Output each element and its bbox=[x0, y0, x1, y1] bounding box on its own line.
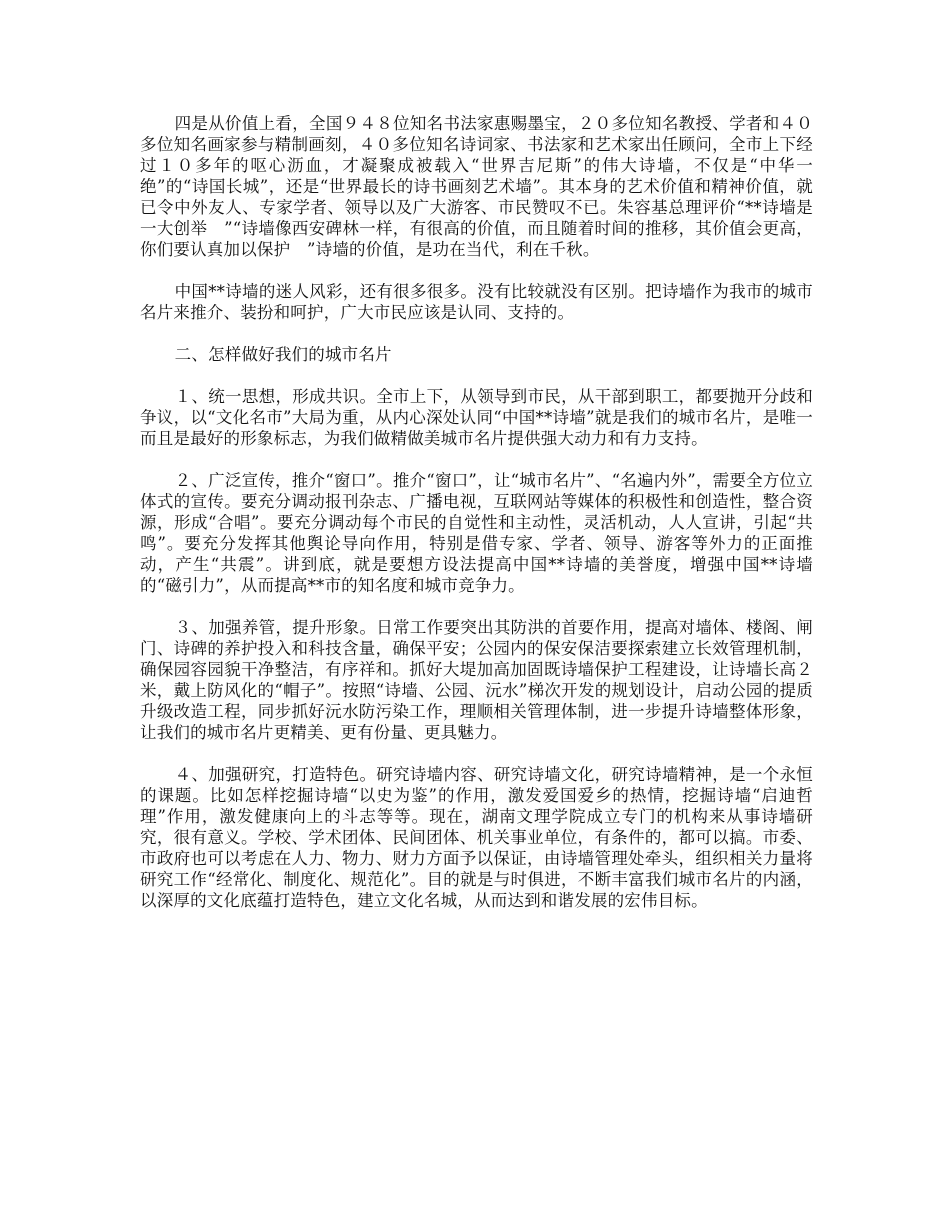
paragraph-point-3: ３、加强养管，提升形象。日常工作要突出其防洪的首要作用，提高对墙体、楼阁、闸门、诗碑的养护投入和科技含量，确保平安；公园内的保安保洁要探索建立长效管理机制，确保园容园貌干净整洁，有序祥和。抓好大堤加高加固既诗墙保护工程建设，让诗墙长高２米，戴上防风化的“帽子”。按照“诗墙、公园、沅水”梯次开发的规划设计，启动公园的提质升级改造工程，同步抓好沅水防污染工作，理顺相关管理体制，进一步提升诗墙整体形象，让我们的城市名片更精美、更有份量、更具魅力。 bbox=[140, 618, 813, 742]
paragraph-value: 四是从价值上看，全国９４８位知名书法家惠赐墨宝，２０多位知名教授、学者和４０多位知名画家参与精制画刻，４０多位知名诗词家、书法家和艺术家出任顾问，全市上下经过１０多年的呕心沥血，才凝聚成被载入“世界吉尼斯”的伟大诗墙，不仅是“中华一绝”的“诗国长城”，还是“世界最长的诗书画刻艺术墙”。其本身的艺术价值和精神价值，就已令中外友人、专家学者、领导以及广大游客、市民赞叹不已。朱容基总理评价“**诗墙是一大创举 ”“诗墙像西安碑林一样，有很高的价值，而且随着时间的推移，其价值会更高，你们要认真加以保护 ”诗墙的价值，是功在当代，利在千秋。 bbox=[140, 114, 813, 259]
section-heading: 二、怎样做好我们的城市名片 bbox=[174, 345, 392, 364]
paragraph-point-2: ２、广泛宣传，推介“窗口”。推介“窗口”，让“城市名片”、“名遍内外”，需要全方位立体式的宣传。要充分调动报刊杂志、广播电视，互联网站等媒体的积极性和创造性，整合资源，形成“合唱”。要充分调动每个市民的自觉性和主动性，灵活机动，人人宣讲，引起“共鸣”。要充分发挥其他舆论导向作用，特别是借专家、学者、领导、游客等外力的正面推动，产生“共震”。讲到底，就是要想方设法提高中国**诗墙的美誉度，增强中国**诗墙的“磁引力”，从而提高**市的知名度和城市竞争力。 bbox=[140, 471, 813, 595]
paragraph-point-4: ４、加强研究，打造特色。研究诗墙内容、研究诗墙文化，研究诗墙精神，是一个永恒的课题。比如怎样挖掘诗墙“以史为鉴”的作用，激发爱国爱乡的热情，挖掘诗墙“启迪哲理”作用，激发健康向上的斗志等等。现在，湖南文理学院成立专门的机构来从事诗墙研究，很有意义。学校、学术团体、民间团体、机关事业单位，有条件的，都可以搞。市委、市政府也可以考虑在人力、物力、财力方面予以保证，由诗墙管理处牵头，组织相关力量将研究工作“经常化、制度化、规范化”。目的就是与时俱进，不断丰富我们城市名片的内涵，以深厚的文化底蕴打造特色，建立文化名城，从而达到和谐发展的宏伟目标。 bbox=[140, 765, 813, 910]
paragraph-city-card: 中国**诗墙的迷人风彩，还有很多很多。没有比较就没有区别。把诗墙作为我市的城市名片来推介、装扮和呵护，广大市民应该是认同、支持的。 bbox=[140, 282, 813, 322]
paragraph-point-1: １、统一思想，形成共识。全市上下，从领导到市民，从干部到职工，都要抛开分歧和争议，以“文化名市”大局为重，从内心深处认同“中国**诗墙”就是我们的城市名片，是唯一而且是最好的形象标志，为我们做精做美城市名片提供强大动力和有力支持。 bbox=[140, 387, 813, 448]
document-body bbox=[140, 113, 813, 932]
